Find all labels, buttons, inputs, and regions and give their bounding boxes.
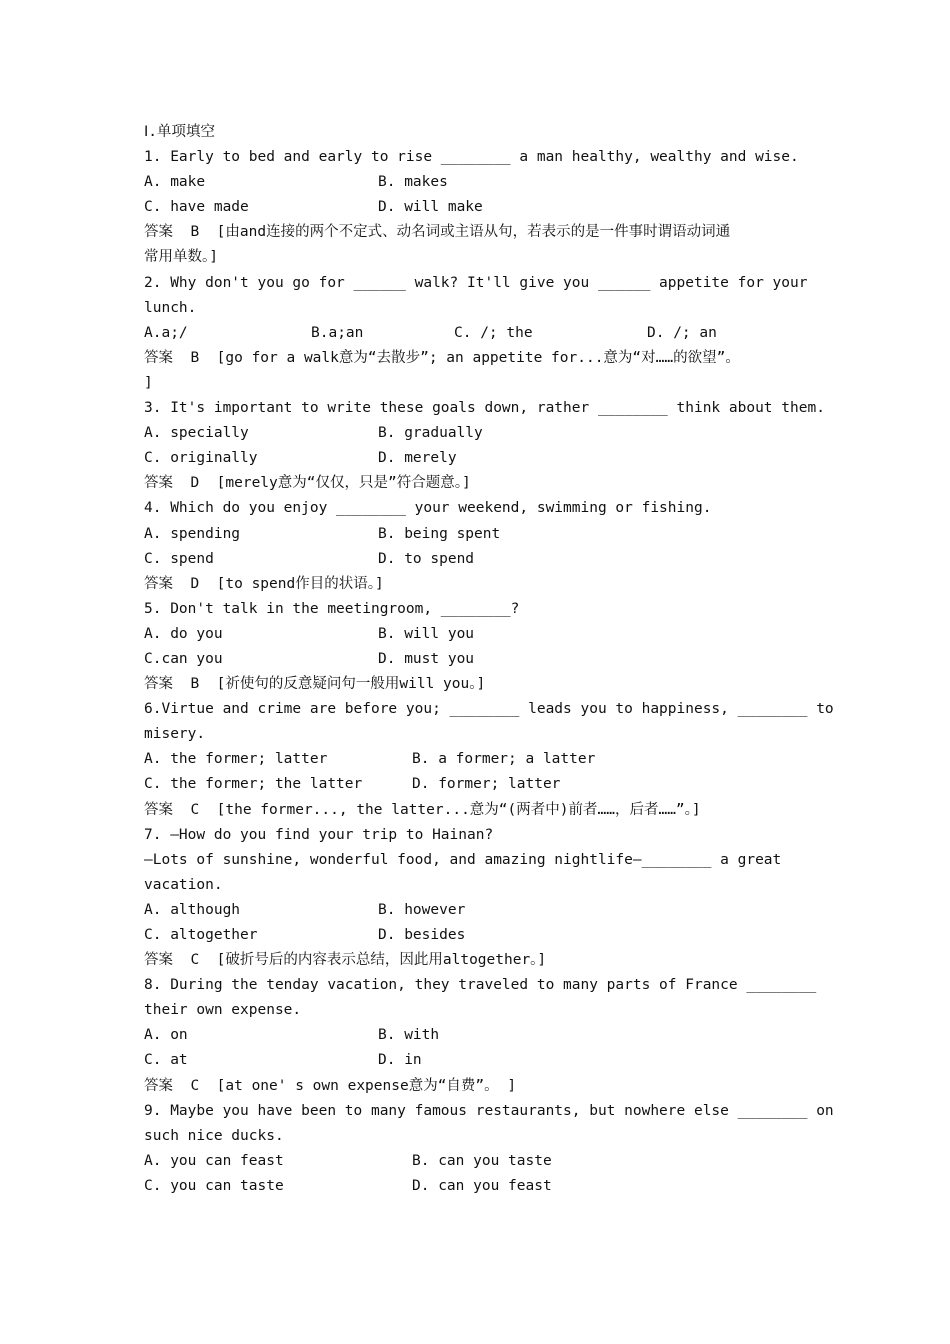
question-7-stem-reply: —Lots of sunshine, wonderful food, and amazing nightlife—________ a great [144, 851, 782, 868]
question-8-stem-continued: their own expense. [144, 1002, 302, 1019]
question-2-answer-continued: ] [144, 374, 153, 391]
question-1-option-c: C. have made [144, 199, 249, 216]
question-5-option-d: D. must you [378, 650, 475, 667]
question-6-option-c: C. the former; the latter [144, 776, 363, 793]
question-2-option-b: B.a;an [311, 324, 364, 341]
question-6-stem: 6.Virtue and crime are before you; ________ leads you to happiness, ________ to [144, 701, 834, 718]
question-9-option-b: B. can you taste [412, 1152, 552, 1169]
question-5-options-row-1 [144, 622, 808, 647]
question-1-options-row-2 [144, 195, 808, 220]
question-8-option-c: C. at [144, 1052, 188, 1069]
question-9-options-row-1 [144, 1149, 808, 1174]
question-7-option-b: B. however [378, 901, 466, 918]
question-9-option-d: D. can you feast [412, 1177, 552, 1194]
question-4-answer: 答案 D [to spend作目的状语。] [144, 575, 384, 592]
question-1-option-d: D. will make [378, 199, 483, 216]
question-6-option-d: D. former; latter [412, 776, 561, 793]
question-4-option-b: B. being spent [378, 525, 501, 542]
question-3-options-row-1 [144, 421, 808, 446]
question-8-option-b: B. with [378, 1027, 440, 1044]
question-2-option-c: C. /; the [454, 324, 533, 341]
question-3-stem: 3. It's important to write these goals down, rather ________ think about them. [144, 400, 825, 417]
question-3-option-b: B. gradually [378, 425, 483, 442]
question-7-options-row-1 [144, 898, 808, 923]
question-4-option-a: A. spending [144, 525, 241, 542]
question-8-options-row-1 [144, 1023, 808, 1048]
question-7-option-c: C. altogether [144, 927, 258, 943]
question-4-option-d: D. to spend [378, 550, 475, 567]
section-title: Ⅰ.单项填空 [144, 124, 216, 140]
question-1-options-row-1 [144, 170, 808, 195]
question-5-option-c: C.can you [144, 650, 223, 667]
question-3-answer: 答案 D [merely意为“仅仅，只是”符合题意。] [144, 475, 471, 492]
question-3-options-row-2 [144, 446, 808, 471]
question-2-stem-continued: lunch. [144, 299, 197, 316]
question-5-answer: 答案 B [祈使句的反意疑问句一般用will you。] [144, 676, 486, 693]
question-6-option-a: A. the former; latter [144, 751, 328, 768]
question-7-answer: 答案 C [破折号后的内容表示总结，因此用altogether。] [144, 952, 547, 969]
question-7-stem-continued: vacation. [144, 876, 223, 893]
question-4-options-row-1 [144, 522, 808, 547]
question-3-option-a: A. specially [144, 425, 249, 442]
question-3-option-c: C. originally [144, 450, 258, 467]
question-2-options-row [144, 321, 808, 346]
question-6-answer: 答案 C [the former..., the latter...意为“(两者中)前者……，后者……”。] [144, 801, 701, 818]
question-4-options-row-2 [144, 547, 808, 572]
question-2-option-d: D. /; an [647, 324, 717, 341]
question-9-options-row-2 [144, 1174, 808, 1199]
question-9-stem-continued: such nice ducks. [144, 1127, 284, 1144]
question-5-options-row-2 [144, 647, 808, 672]
question-4-option-c: C. spend [144, 550, 214, 567]
question-5-stem: 5. Don't talk in the meetingroom, ________? [144, 600, 520, 617]
question-9-stem: 9. Maybe you have been to many famous restaurants, but nowhere else ________ on [144, 1102, 834, 1119]
question-5-option-a: A. do you [144, 625, 223, 642]
question-9-option-c: C. you can taste [144, 1177, 284, 1194]
document-page [144, 120, 834, 1199]
question-8-answer: 答案 C [at one' s own expense意为“自费”。 ] [144, 1077, 517, 1094]
question-2-answer: 答案 B [go for a walk意为“去散步”; an appetite for...意为“对……的欲望”。 [144, 349, 740, 366]
question-6-option-b: B. a former; a latter [412, 751, 596, 768]
question-2-stem: 2. Why don't you go for ______ walk? It'll give you ______ appetite for your [144, 274, 808, 291]
question-1-option-b: B. makes [378, 174, 448, 191]
question-6-options-row-2 [144, 772, 808, 797]
question-2-option-a: A.a;/ [144, 324, 188, 341]
question-6-options-row-1 [144, 747, 808, 772]
question-7-stem: 7. —How do you find your trip to Hainan? [144, 826, 494, 843]
question-3-option-d: D. merely [378, 450, 457, 467]
question-6-stem-continued: misery. [144, 726, 206, 743]
question-1-stem: 1. Early to bed and early to rise ________ a man healthy, wealthy and wise. [144, 149, 799, 166]
question-1-answer-continued: 常用单数。] [144, 249, 218, 266]
question-7-option-d: D. besides [378, 927, 466, 943]
question-9-option-a: A. you can feast [144, 1152, 284, 1169]
question-7-options-row-2 [144, 923, 808, 948]
question-1-option-a: A. make [144, 174, 206, 191]
question-7-option-a: A. although [144, 901, 241, 918]
question-5-option-b: B. will you [378, 625, 475, 642]
question-1-answer: 答案 B [由and连接的两个不定式、动名词或主语从句，若表示的是一件事时谓语动词通 [144, 224, 731, 241]
question-8-options-row-2 [144, 1048, 808, 1073]
question-8-stem: 8. During the tenday vacation, they traveled to many parts of France ________ [144, 977, 817, 994]
question-8-option-d: D. in [378, 1052, 422, 1069]
question-4-stem: 4. Which do you enjoy ________ your weekend, swimming or fishing. [144, 500, 712, 517]
question-8-option-a: A. on [144, 1027, 188, 1044]
